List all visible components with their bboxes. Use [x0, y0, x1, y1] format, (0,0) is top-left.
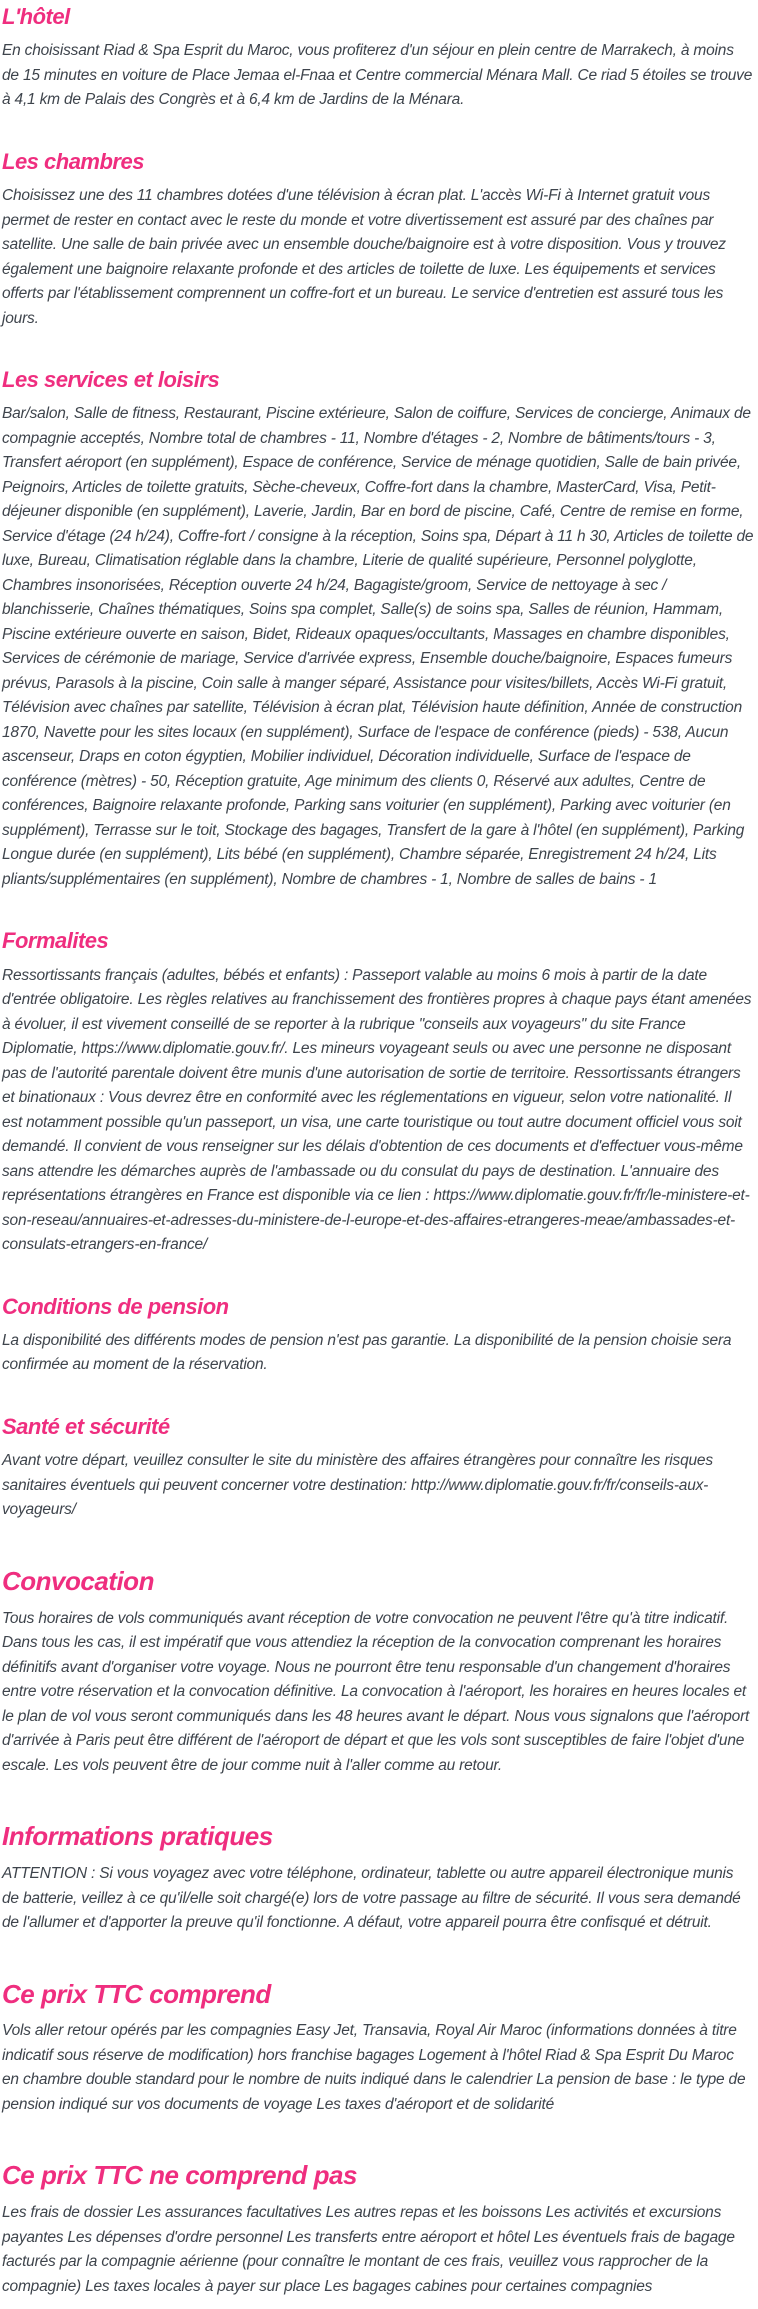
section-paragraph-hotel: En choisissant Riad & Spa Esprit du Maroc, vous profiterez d'un séjour en plein centre de Marrakech, à moins de 15 minutes en voiture de Place Jemaa el-Fnaa et Centre commercial Ménara Mall. Ce riad 5 étoiles se trouve à 4,1 km de Palais des Congrès et à 6,4 km de Jardins de la Ménara.: [2, 42, 753, 109]
section-heading-convocation: Convocation: [2, 1565, 154, 1596]
section-hotel: [2, 4, 754, 113]
section-paragraph-formalites: Ressortissants français (adultes, bébés et enfants) : Passeport valable au moins 6 mois à partir de la date d'entrée obligatoire. Les règles relatives au franchissement des frontières propres à chaque pays étant amenées à évoluer, il est vivement conseillé de se reporter à la rubrique "conseils aux voyageurs" du site France Diplomatie, https://www.diplomatie.gouv.fr/. Les mineurs voyageant seuls ou avec une personne ne disposant pas de l'autorité parentale doivent être munis d'une autorisation de sortie de territoire. Ressortissants étrangers et binationaux : Vous devrez être en conformité avec les réglementations en vigueur, selon votre nationalité. Il est notamment possible qu'un passeport, un visa, une carte touristique ou tout autre document officiel vous soit demandé. Il convient de vous renseigner sur les délais d'obtention de ces documents et d'effectuer vous-même sans attendre les démarches auprès de l'ambassade ou du consulat du pays de destination. L'annuaire des représentations étrangères en France est disponible via ce lien : https://www.diplomatie.gouv.fr/fr/le-ministere-et-son-reseau/annuaires-et-adresses-du-ministere-de-l-europe-et-des-affaires-etrangeres-meae/ambassades-et-consulats-etrangers-en-france/: [2, 966, 752, 1254]
section-heading-services-loisirs: Les services et loisirs: [2, 367, 220, 393]
section-heading-sante-securite: Santé et sécurité: [2, 1413, 170, 1439]
section-heading-informations-pratiques: Informations pratiques: [2, 1821, 273, 1852]
section-convocation: [2, 1567, 754, 1778]
section-heading-conditions-pension: Conditions de pension: [2, 1293, 229, 1319]
section-paragraph-prix-ttc-ne-comprend-pas: Les frais de dossier Les assurances facultatives Les autres repas et les boissons Les activités et excursions payantes Les dépenses d'ordre personnel Les transferts entre aéroport et hôtel Les éventuels frais de bagage facturés par la compagnie aérienne (pour connaître le montant de ces frais, veuillez vous rapprocher de la compagnie) Les taxes locales à payer sur place Les bagages cabines pour certaines compagnies: [2, 2204, 735, 2295]
section-prix-ttc-ne-comprend-pas: [2, 2161, 754, 2299]
section-paragraph-chambres: Choisissez une des 11 chambres dotées d'une télévision à écran plat. L'accès Wi-Fi à Internet gratuit vous permet de rester en contact avec le reste du monde et votre divertissement est assuré par des chaînes par satellite. Une salle de bain privée avec un ensemble douche/baignoire est à votre disposition. Vous y trouvez également une baignoire relaxante profonde et des articles de toilette de luxe. Les équipements et services offerts par l'établissement comprennent un coffre-fort et un bureau. Le service d'entretien est assuré tous les jours.: [2, 187, 726, 327]
section-prix-ttc-comprend: [2, 1980, 754, 2118]
section-services-loisirs: [2, 367, 754, 892]
section-paragraph-services-loisirs: Bar/salon, Salle de fitness, Restaurant, Piscine extérieure, Salon de coiffure, Services de concierge, Animaux de compagnie acceptés, Nombre total de chambres - 11, Nombre d'étages - 2, Nombre de bâtiments/tours - 3, Transfert aéroport (en supplément), Espace de conférence, Service de ménage quotidien, Salle de bain privée, Peignoirs, Articles de toilette gratuits, Sèche-cheveux, Coffre-fort dans la chambre, MasterCard, Visa, Petit-déjeuner disponible (en supplément), Laverie, Jardin, Bar en bord de piscine, Café, Centre de remise en forme, Service d'étage (24 h/24), Coffre-fort / consigne à la réception, Soins spa, Départ à 11 h 30, Articles de toilette de luxe, Bureau, Climatisation réglable dans la chambre, Literie de qualité supérieure, Personnel polyglotte, Chambres insonorisées, Réception ouverte 24 h/24, Bagagiste/groom, Service de nettoyage à sec / blanchisserie, Chaînes thématiques, Soins spa complet, Salle(s) de soins spa, Salles de réunion, Hammam, Piscine extérieure ouverte en saison, Bidet, Rideaux opaques/occultants, Massages en chambre disponibles, Services de cérémonie de mariage, Service d'arrivée express, Ensemble douche/baignoire, Espaces fumeurs prévus, Parasols à la piscine, Coin salle à manger séparé, Assistance pour visites/billets, Accès Wi-Fi gratuit, Télévision avec chaînes par satellite, Télévision à écran plat, Télévision haute définition, Année de construction 1870, Navette pour les sites locaux (en supplément), Surface de l'espace de conférence (pieds) - 538, Aucun ascenseur, Draps en coton égyptien, Mobilier individuel, Décoration individuelle, Surface de l'espace de conférence (mètres) - 50, Réception gratuite, Age minimum des clients 0, Réservé aux adultes, Centre de conférences, Baignoire relaxante profonde, Parking sans voiturier (en supplément), Parking avec voiturier (en supplément), Terrasse sur le toit, Stockage des bagages, Transfert de la gare à l'hôtel (en supplément), Parking Longue durée (en supplément), Lits bébé (en supplément), Chambre séparée, Enregistrement 24 h/24, Lits pliants/supplémentaires (en supplément), Nombre de chambres - 1, Nombre de salles de bains - 1: [2, 405, 754, 888]
section-heading-formalites: Formalites: [2, 928, 109, 954]
section-heading-prix-ttc-ne-comprend-pas: Ce prix TTC ne comprend pas: [2, 2160, 357, 2191]
section-conditions-pension: [2, 1294, 754, 1378]
section-chambres: [2, 149, 754, 331]
section-paragraph-convocation: Tous horaires de vols communiqués avant réception de votre convocation ne peuvent l'être qu'à titre indicatif. Dans tous les cas, il est impératif que vous attendiez la réception de la convocation comprenant les horaires définitifs avant d'organiser votre voyage. Nous ne pourront être tenu responsable d'un changement d'horaires entre votre réservation et la convocation définitive. La convocation à l'aéroport, les horaires en heures locales et le plan de vol vous seront communiqués dans les 48 heures avant le départ. Nous vous signalons que l'aéroport d'arrivée à Paris peut être différent de l'aéroport de départ et que les vols sont susceptibles de faire l'objet d'une escale. Les vols peuvent être de jour comme nuit à l'aller comme au retour.: [2, 1609, 750, 1774]
section-paragraph-conditions-pension: La disponibilité des différents modes de pension n'est pas garantie. La disponibilité de la pension choisie sera confirmée au moment de la réservation.: [2, 1331, 732, 1374]
section-heading-prix-ttc-comprend: Ce prix TTC comprend: [2, 1978, 271, 2009]
section-paragraph-sante-securite: Avant votre départ, veuillez consulter le site du ministère des affaires étrangères pour connaître les risques sanitaires éventuels qui peuvent concerner votre destination: http://www.diplomatie.gouv.fr/fr/conseils-aux-voyageurs/: [2, 1452, 713, 1519]
section-heading-chambres: Les chambres: [2, 148, 144, 174]
section-formalites: [2, 928, 754, 1257]
section-sante-securite: [2, 1414, 754, 1523]
section-informations-pratiques: [2, 1822, 754, 1935]
section-paragraph-prix-ttc-comprend: Vols aller retour opérés par les compagnies Easy Jet, Transavia, Royal Air Maroc (informations données à titre indicatif sous réserve de modification) hors franchise bagages Logement à l'hôtel Riad & Spa Esprit Du Maroc en chambre double standard pour le nombre de nuits indiqué dans le calendrier La pension de base : le type de pension indiqué sur vos documents de voyage Les taxes d'aéroport et de solidarité: [2, 2022, 746, 2113]
section-paragraph-informations-pratiques: ATTENTION : Si vous voyagez avec votre téléphone, ordinateur, tablette ou autre appareil électronique munis de batterie, veillez à ce qu'il/elle soit chargé(e) lors de votre passage au filtre de sécurité. Il vous sera demandé de l'allumer et d'apporter la preuve qu'il fonctionne. A défaut, votre appareil pourra être confisqué et détruit.: [2, 1865, 741, 1932]
section-heading-hotel: L'hôtel: [2, 4, 70, 29]
